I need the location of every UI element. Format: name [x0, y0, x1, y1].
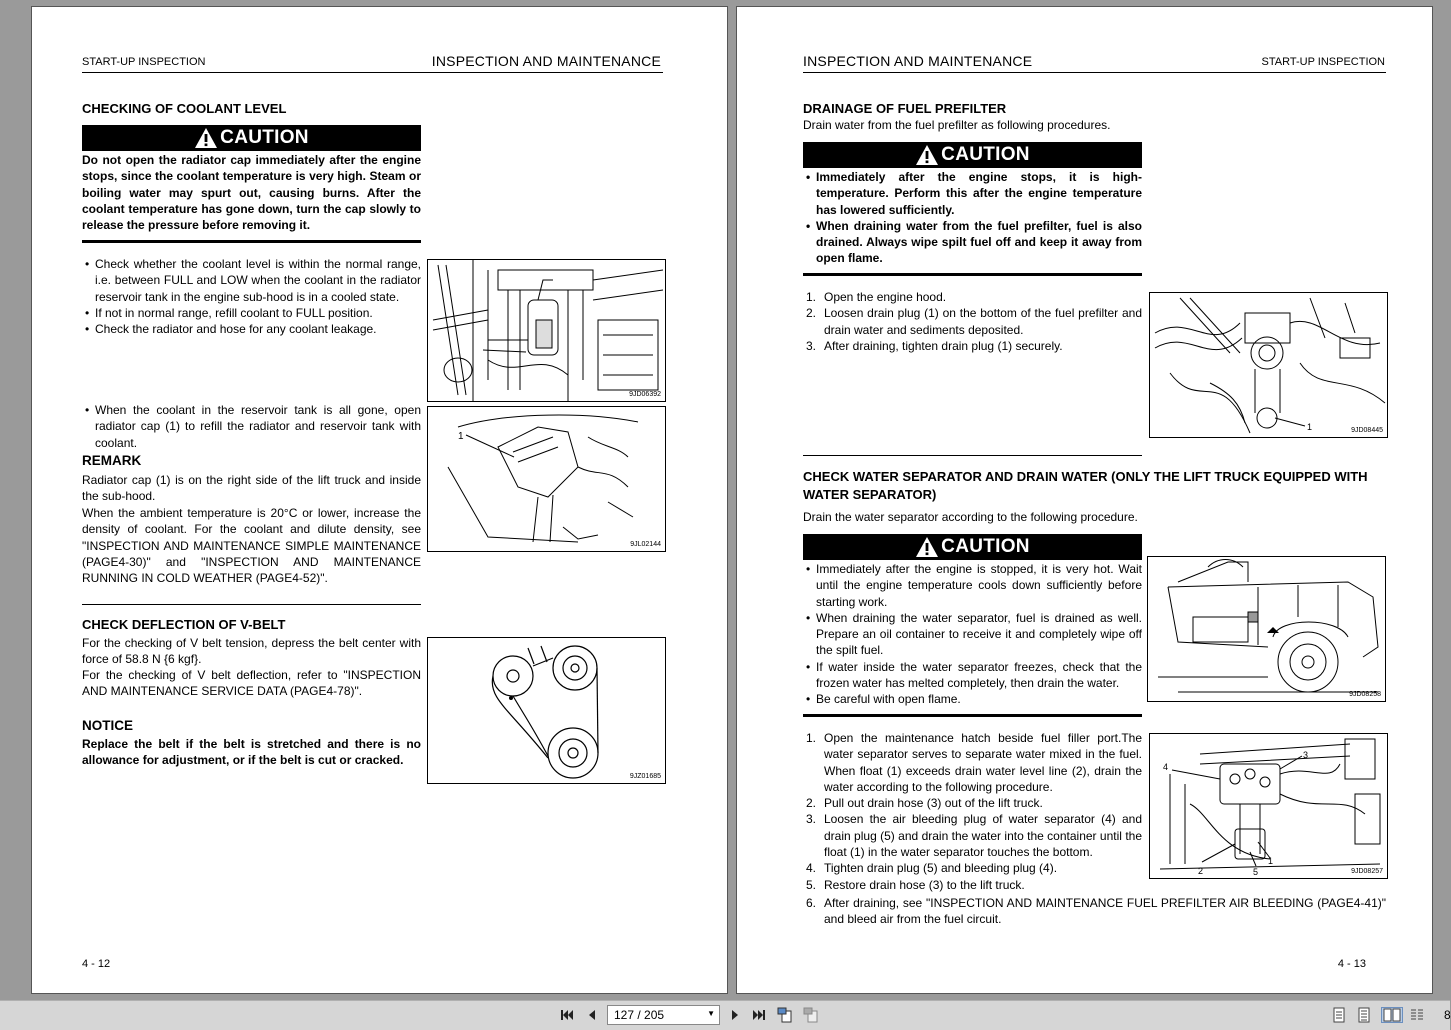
lift-truck-illustration: [1148, 557, 1385, 701]
running-header-section: START-UP INSPECTION: [1261, 56, 1385, 68]
list-item: 5. Restore drain hose (3) to the lift truck.: [806, 877, 1025, 892]
prev-page-icon[interactable]: [584, 1007, 600, 1023]
caution-end-rule: [803, 273, 1142, 276]
prefilter-intro: Drain water from the fuel prefilter as following procedures.: [803, 118, 1111, 132]
callout-label: 1: [1268, 856, 1274, 866]
figure-code: 9JD06392: [629, 391, 661, 398]
caution-banner: [803, 534, 1142, 560]
coolant-reservoir-figure: [427, 259, 666, 402]
list-item: • If water inside the water separator freezes, check that the frozen water has melted completely, then drain the water.: [803, 659, 1142, 692]
callout-label: 1: [1307, 422, 1313, 432]
caution-end-rule: [803, 714, 1142, 717]
vbelt-pulley-illustration: [428, 638, 665, 783]
chevron-down-icon: ▼: [707, 1009, 715, 1018]
coolant-refill-list: [82, 402, 421, 451]
toolbar-edge-text: 8: [1444, 1008, 1451, 1022]
prefilter-caution-list: [803, 169, 1142, 267]
page-number: 4 - 12: [82, 958, 111, 970]
left-page: [31, 6, 728, 994]
coolant-check-list: [82, 256, 421, 337]
list-item: 4. Tighten drain plug (5) and bleeding plug (4).: [806, 861, 1058, 876]
list-item: 2. Loosen drain plug (1) on the bottom of the fuel prefilter and drain water and sediments deposited.: [806, 306, 1142, 337]
prefilter-steps: [803, 289, 1142, 354]
radiator-cap-illustration: [428, 407, 665, 551]
figure-code: 9JZ01685: [629, 773, 661, 780]
single-page-view-icon[interactable]: [1331, 1007, 1347, 1023]
radiator-cap-figure: [427, 406, 666, 552]
lift-truck-figure: [1147, 556, 1386, 702]
water-separator-illustration: [1150, 734, 1387, 878]
caution-label: CAUTION: [941, 144, 1030, 165]
rotate-back-icon[interactable]: [803, 1007, 819, 1023]
callout-label: 3: [1303, 750, 1309, 760]
figure-code: 9JD08445: [1351, 427, 1383, 434]
list-item: • Immediately after the engine is stopped, it is very hot. Wait until the engine temperature cools down sufficiently before starting work.: [803, 561, 1142, 610]
facing-view-icon[interactable]: [1381, 1007, 1403, 1023]
running-header-section: START-UP INSPECTION: [82, 56, 206, 68]
separator-step-6: [803, 895, 1386, 928]
section-title-coolant: CHECKING OF COOLANT LEVEL: [82, 101, 287, 116]
remark-title: REMARK: [82, 453, 142, 468]
rotate-icon[interactable]: [777, 1007, 793, 1023]
remark-text-1: Radiator cap (1) is on the right side of the lift truck and inside the sub-hood.: [82, 473, 421, 504]
section-title-vbelt: CHECK DEFLECTION OF V-BELT: [82, 617, 286, 632]
running-header-chapter: INSPECTION AND MAINTENANCE: [803, 53, 1033, 69]
vbelt-text-2: For the checking of V belt deflection, refer to "INSPECTION AND MAINTENANCE SERVICE DATA (PAGE4-78)".: [82, 668, 421, 699]
list-item: 3. Loosen the air bleeding plug of water separator (4) and drain plug (5) and drain the water into the container until the float (1) in the water separator touches the bottom.: [806, 812, 1142, 860]
section-title-water-separator: CHECK WATER SEPARATOR AND DRAIN WATER (ONLY THE LIFT TRUCK EQUIPPED WITH WATER SEPARATOR): [803, 469, 1368, 502]
next-page-icon[interactable]: [727, 1007, 743, 1023]
figure-code: 9JD08257: [1351, 868, 1383, 875]
list-item: • Check whether the coolant level is within the normal range, i.e. between FULL and LOW when the coolant in the radiator reservoir tank in the engine sub-hood is in a cooled state.: [82, 256, 421, 305]
list-item: 2. Pull out drain hose (3) out of the lift truck.: [806, 796, 1043, 811]
remark-text-2: When the ambient temperature is 20°C or lower, increase the density of coolant. For the coolant and dilute density, see "INSPECTION AND MAINTENANCE SIMPLE MAINTENANCE (PAGE4-30)" and "INSPECTION AND MAINTENANCE RUNNING IN COLD WEATHER (PAGE4-52)".: [82, 506, 421, 586]
notice-text: Replace the belt if the belt is stretched and there is no allowance for adjustment, or if the belt is cut or cracked.: [82, 737, 421, 768]
callout-label: 5: [1253, 867, 1259, 877]
list-item: • When the coolant in the reservoir tank is all gone, open radiator cap (1) to refill the radiator and reservoir tank with coolant.: [82, 402, 421, 451]
list-item: • If not in normal range, refill coolant to FULL position.: [82, 305, 421, 321]
caution-label: CAUTION: [220, 127, 309, 148]
section-rule: [803, 455, 1142, 456]
first-page-icon[interactable]: [559, 1007, 575, 1023]
page-number-select[interactable]: [607, 1005, 720, 1025]
warning-triangle-icon: [194, 127, 218, 149]
running-header-chapter: INSPECTION AND MAINTENANCE: [431, 53, 661, 69]
list-item: • When draining the water separator, fuel is drained as well. Prepare an oil container to receive it and completely wipe off the spilt fuel.: [803, 610, 1142, 659]
separator-steps-1-5: [803, 730, 1142, 893]
continuous-view-icon[interactable]: [1356, 1007, 1372, 1023]
header-rule: [803, 72, 1386, 73]
right-page: [736, 6, 1433, 994]
notice-title: NOTICE: [82, 718, 134, 733]
figure-code: 9JD08258: [1349, 691, 1381, 698]
list-item: • Check the radiator and hose for any coolant leakage.: [82, 321, 421, 337]
viewer-toolbar: [0, 1000, 1450, 1030]
vbelt-figure: [427, 637, 666, 784]
callout-label: 4: [1163, 762, 1169, 772]
figure-code: 9JL02144: [630, 541, 661, 548]
caution-banner: [82, 125, 421, 151]
caution-end-rule: [82, 240, 421, 243]
separator-intro: Drain the water separator according to the following procedure.: [803, 510, 1138, 524]
engine-subhood-illustration: [428, 260, 665, 401]
caution-text: Do not open the radiator cap immediately after the engine stops, since the coolant temperature is very high. Steam or boiling water may spurt out, causing burns. After the coolant temperature has gone down, turn the cap slowly to release the pressure before removing it.: [82, 153, 421, 233]
warning-triangle-icon: [915, 536, 939, 558]
warning-triangle-icon: [915, 144, 939, 166]
section-rule: [82, 604, 421, 605]
list-item: • When draining water from the fuel prefilter, fuel is also drained. Always wipe spilt fuel off and keep it away from open flame.: [803, 218, 1142, 267]
list-item: 1. Open the maintenance hatch beside fuel filler port.The water separator serves to separate water mixed in the fuel. When float (1) exceeds drain water level line (2), drain the water according to the following procedure.: [806, 731, 1142, 794]
fuel-prefilter-illustration: [1150, 293, 1387, 437]
caution-label: CAUTION: [941, 536, 1030, 557]
caution-banner: [803, 142, 1142, 168]
vbelt-text-1: For the checking of V belt tension, depress the belt center with force of 58.8 N {6 kgf}.: [82, 636, 421, 667]
water-separator-figure: [1149, 733, 1388, 879]
callout-label: 2: [1198, 866, 1204, 876]
section-title-prefilter: DRAINAGE OF FUEL PREFILTER: [803, 101, 1007, 116]
separator-caution-list: [803, 561, 1142, 708]
page-indicator: 127 / 205: [614, 1008, 665, 1022]
fuel-prefilter-figure: [1149, 292, 1388, 438]
header-rule: [82, 72, 663, 73]
page-number: 4 - 13: [1337, 958, 1366, 970]
list-item: 1. Open the engine hood.: [806, 290, 947, 304]
list-item: 3. After draining, tighten drain plug (1) securely.: [806, 338, 1063, 353]
list-item: • Be careful with open flame.: [803, 691, 1142, 707]
list-item: 6. After draining, see "INSPECTION AND MAINTENANCE FUEL PREFILTER AIR BLEEDING (PAGE4-41)" and bleed air from the fuel circuit.: [806, 896, 1386, 927]
last-page-icon[interactable]: [751, 1007, 767, 1023]
callout-label: 1: [458, 431, 464, 442]
continuous-facing-view-icon[interactable]: [1409, 1007, 1425, 1023]
list-item: • Immediately after the engine stops, it is high-temperature. Perform this after the engine temperature has lowered sufficiently.: [803, 169, 1142, 218]
